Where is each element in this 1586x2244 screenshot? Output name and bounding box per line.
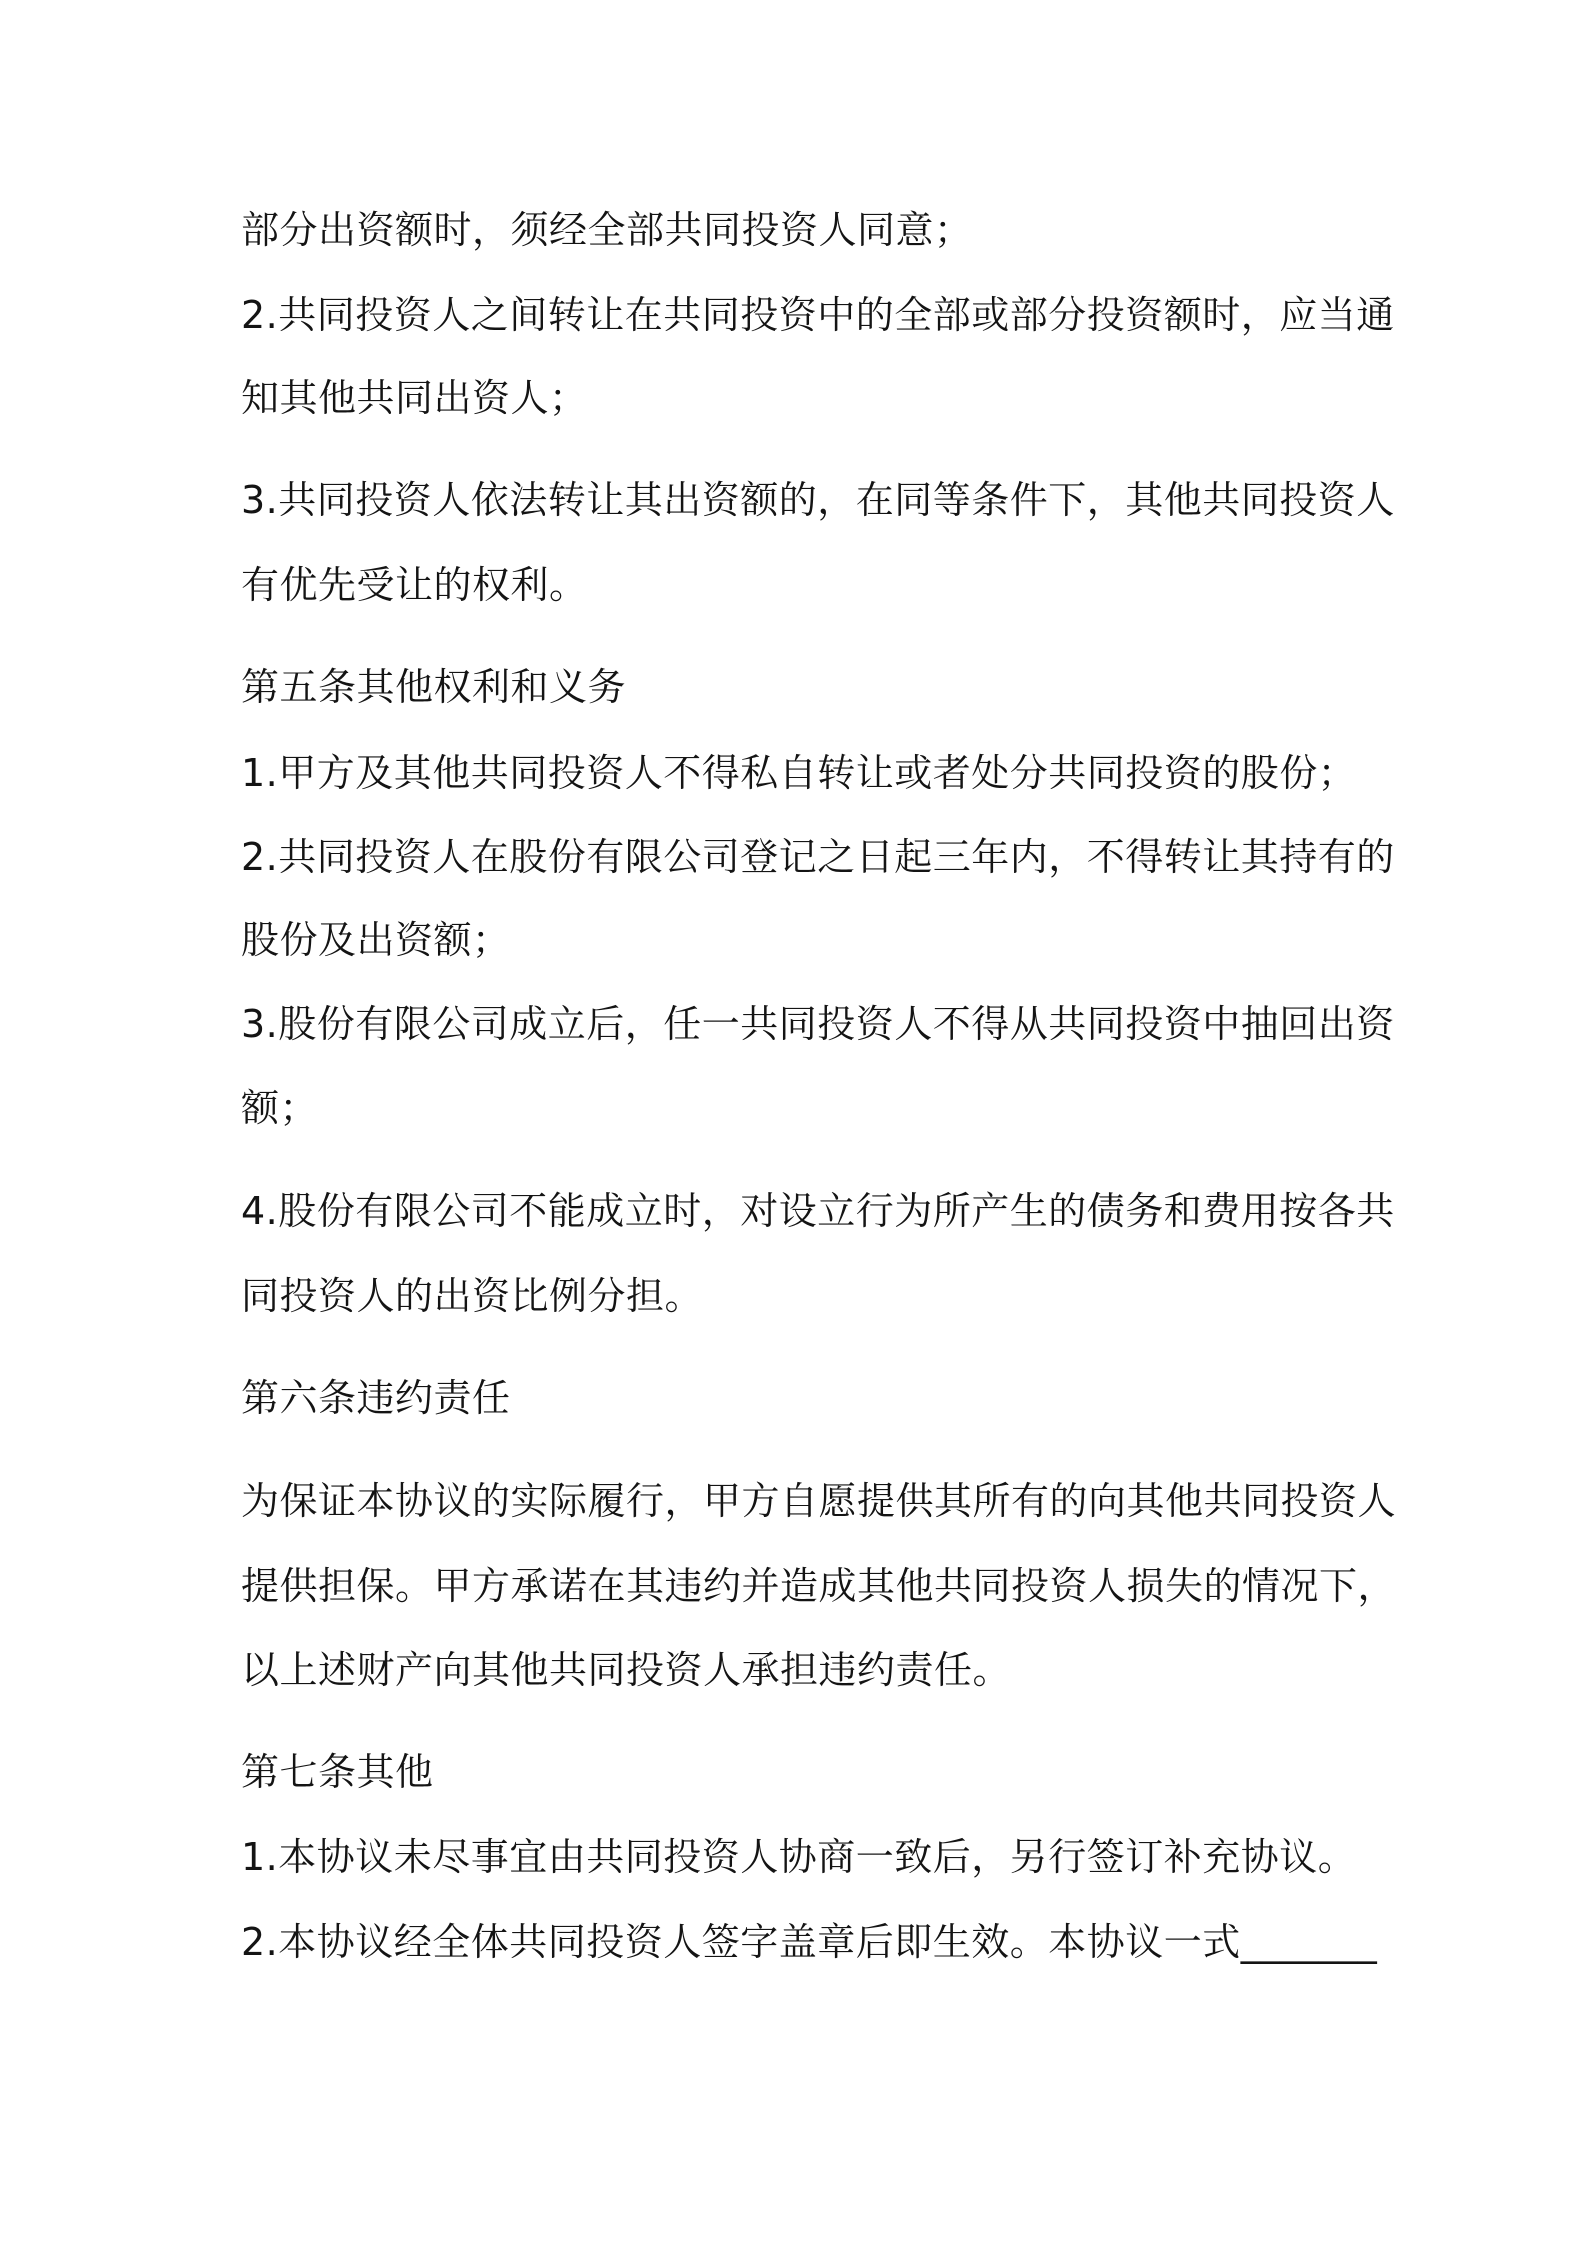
section-heading-6: 第六条违约责任 — [241, 1376, 511, 1420]
paragraph-line: 知其他共同出资人； — [241, 376, 588, 420]
paragraph-line: 2.共同投资人之间转让在共同投资中的全部或部分投资额时，应当通 — [241, 293, 1395, 337]
paragraph-line: 以上述财产向其他共同投资人承担违约责任。 — [241, 1648, 1012, 1692]
paragraph-line: 同投资人的出资比例分担。 — [241, 1274, 704, 1318]
paragraph-line: 为保证本协议的实际履行，甲方自愿提供其所有的向其他共同投资人 — [241, 1479, 1397, 1523]
paragraph-line: 提供担保。甲方承诺在其违约并造成其他共同投资人损失的情况下， — [241, 1564, 1397, 1608]
paragraph-line: 部分出资额时，须经全部共同投资人同意； — [241, 208, 973, 252]
paragraph-line: 1.甲方及其他共同投资人不得私自转让或者处分共同投资的股份； — [241, 751, 1357, 795]
paragraph-line: 1.本协议未尽事宜由共同投资人协商一致后，另行签订补充协议。 — [241, 1835, 1357, 1879]
paragraph-line: 2.本协议经全体共同投资人签字盖章后即生效。本协议一式_______ — [241, 1920, 1378, 1964]
paragraph-line: 股份及出资额； — [241, 918, 511, 962]
paragraph-line: 额； — [241, 1086, 319, 1130]
paragraph-line: 4.股份有限公司不能成立时，对设立行为所产生的债务和费用按各共 — [241, 1189, 1395, 1233]
section-heading-7: 第七条其他 — [241, 1750, 434, 1794]
paragraph-line: 3.股份有限公司成立后，任一共同投资人不得从共同投资中抽回出资 — [241, 1002, 1395, 1046]
section-heading-5: 第五条其他权利和义务 — [241, 665, 627, 709]
paragraph-line: 有优先受让的权利。 — [241, 563, 588, 607]
paragraph-line: 3.共同投资人依法转让其出资额的，在同等条件下，其他共同投资人 — [241, 478, 1395, 522]
paragraph-line: 2.共同投资人在股份有限公司登记之日起三年内，不得转让其持有的 — [241, 835, 1395, 879]
